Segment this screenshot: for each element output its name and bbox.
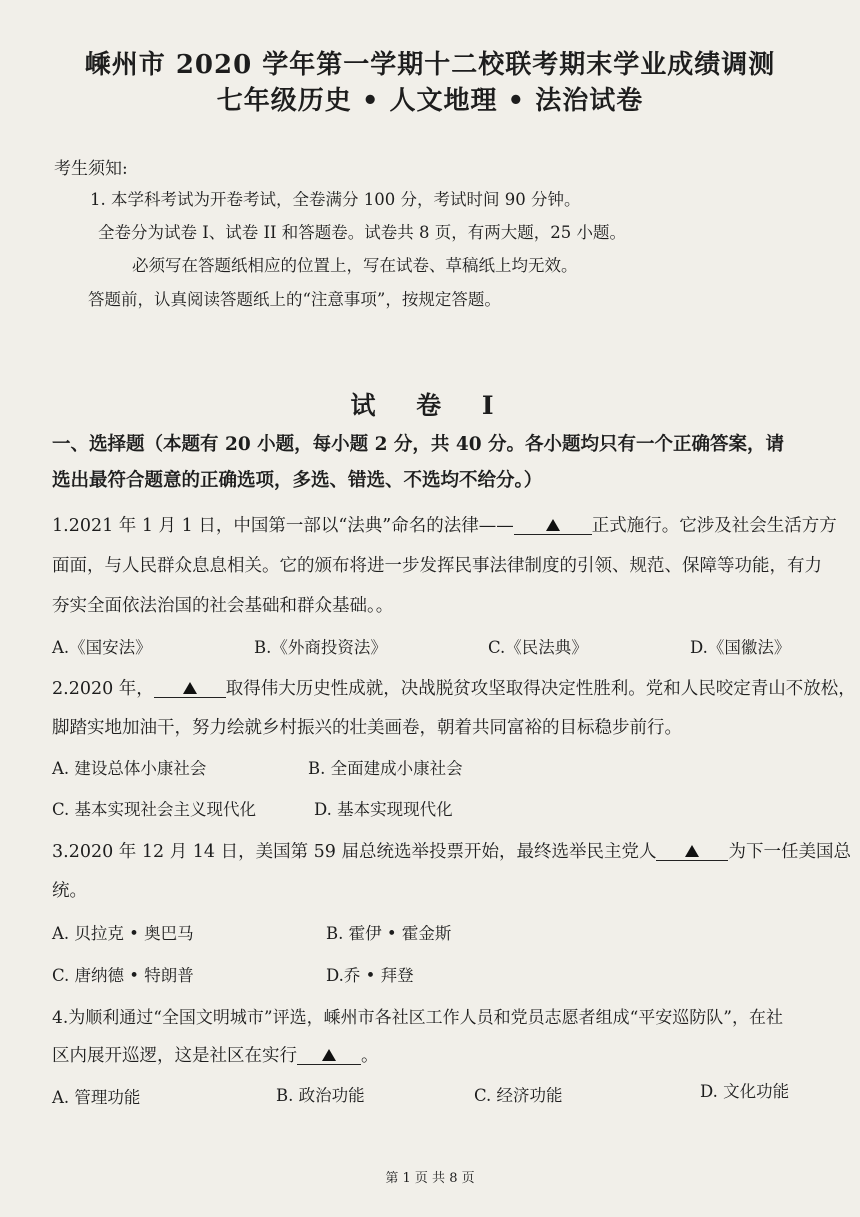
question-1-stem bbox=[52, 512, 837, 537]
notice-heading: 考生须知: bbox=[54, 159, 128, 179]
question-2-option-b[interactable]: B. 全面建成小康社会 bbox=[308, 759, 463, 778]
question-2-line2: 脚踏实地加油干，努力绘就乡村振兴的壮美画卷，朝着共同富裕的目标稳步前行。 bbox=[52, 718, 682, 738]
question-1-stem-before: 1.2021 年 1 月 1 日，中国第一部以“法典”命名的法律—— bbox=[52, 516, 514, 536]
question-1-option-c[interactable]: C.《民法典》 bbox=[488, 638, 588, 657]
question-1-option-a[interactable]: A.《国安法》 bbox=[52, 638, 152, 657]
notice-item-3: 必须写在答题纸相应的位置上，写在试卷、草稿纸上均无效。 bbox=[132, 256, 578, 275]
question-1-stem-after: 正式施行。它涉及社会生活方方 bbox=[591, 516, 837, 536]
question-2-option-d[interactable]: D. 基本实现现代化 bbox=[314, 800, 453, 819]
question-3-option-d[interactable]: D.乔 • 拜登 bbox=[326, 966, 414, 985]
question-3-stem-after: 为下一任美国总 bbox=[728, 842, 851, 862]
question-3-option-c[interactable]: C. 唐纳德 • 特朗普 bbox=[52, 966, 194, 985]
notice-item-4: 答题前，认真阅读答题纸上的“注意事项”，按规定答题。 bbox=[88, 290, 501, 309]
question-4-stem: 4.为顺利通过“全国文明城市”评选，嵊州市各社区工作人员和党员志愿者组成“平安巡防队”，在社 bbox=[52, 1008, 783, 1028]
question-3-stem-before: 3.2020 年 12 月 14 日，美国第 59 届总统选举投票开始，最终选举民主党人 bbox=[52, 842, 657, 862]
answer-blank bbox=[514, 516, 592, 535]
answer-blank bbox=[154, 679, 226, 698]
question-2-stem-after: 取得伟大历史性成就，决战脱贫攻坚取得决定性胜利。党和人民咬定青山不放松， bbox=[225, 679, 856, 699]
answer-blank bbox=[656, 842, 728, 861]
question-4-line2-before: 区内展开巡逻，这是社区在实行 bbox=[52, 1046, 297, 1066]
triangle-icon bbox=[546, 519, 560, 531]
exam-title-line2: 七年级历史 • 人文地理 • 法治试卷 bbox=[216, 86, 644, 116]
triangle-icon bbox=[183, 682, 197, 694]
question-4-option-a[interactable]: A. 管理功能 bbox=[52, 1088, 141, 1107]
question-1-line2: 面面，与人民群众息息相关。它的颁布将进一步发挥民事法律制度的引领、规范、保障等功能，有力 bbox=[52, 556, 822, 576]
question-3-option-b[interactable]: B. 霍伊 • 霍金斯 bbox=[326, 924, 452, 943]
question-4-option-b[interactable]: B. 政治功能 bbox=[276, 1086, 365, 1105]
question-4-option-d[interactable]: D. 文化功能 bbox=[700, 1082, 790, 1101]
answer-blank bbox=[297, 1046, 361, 1065]
triangle-icon bbox=[685, 845, 699, 857]
question-1-line3: 夯实全面依法治国的社会基础和群众基础。。 bbox=[52, 596, 394, 616]
section-instruction-line2: 选出最符合题意的正确选项，多选、错选、不选均不给分。） bbox=[52, 470, 543, 491]
section-title: 试 卷 I bbox=[350, 391, 510, 420]
question-1-option-d[interactable]: D.《国徽法》 bbox=[690, 638, 791, 657]
question-3-stem bbox=[52, 838, 851, 863]
question-2-option-a[interactable]: A. 建设总体小康社会 bbox=[52, 759, 207, 778]
notice-item-2: 全卷分为试卷 I、试卷 II 和答题卷。试卷共 8 页，有两大题，25 小题。 bbox=[98, 223, 627, 242]
question-1-option-b[interactable]: B.《外商投资法》 bbox=[254, 638, 387, 657]
page-footer: 第 1 页 共 8 页 bbox=[385, 1171, 475, 1186]
question-4-option-c[interactable]: C. 经济功能 bbox=[474, 1086, 563, 1105]
question-4-line2 bbox=[52, 1042, 379, 1067]
question-3-line2: 统。 bbox=[52, 881, 87, 901]
question-2-stem-before: 2.2020 年， bbox=[52, 679, 154, 699]
section-instruction-line1: 一、选择题（本题有 20 小题，每小题 2 分，共 40 分。各小题均只有一个正确答案，请 bbox=[52, 434, 785, 455]
question-2-option-c[interactable]: C. 基本实现社会主义现代化 bbox=[52, 800, 257, 819]
triangle-icon bbox=[322, 1049, 336, 1061]
question-3-option-a[interactable]: A. 贝拉克 • 奥巴马 bbox=[52, 924, 194, 943]
question-4-line2-after: 。 bbox=[361, 1046, 379, 1066]
exam-title-line1: 嵊州市 2020 学年第一学期十二校联考期末学业成绩调测 bbox=[84, 50, 776, 80]
notice-item-1: 1. 本学科考试为开卷考试，全卷满分 100 分，考试时间 90 分钟。 bbox=[90, 190, 581, 209]
question-2-stem bbox=[52, 675, 856, 700]
